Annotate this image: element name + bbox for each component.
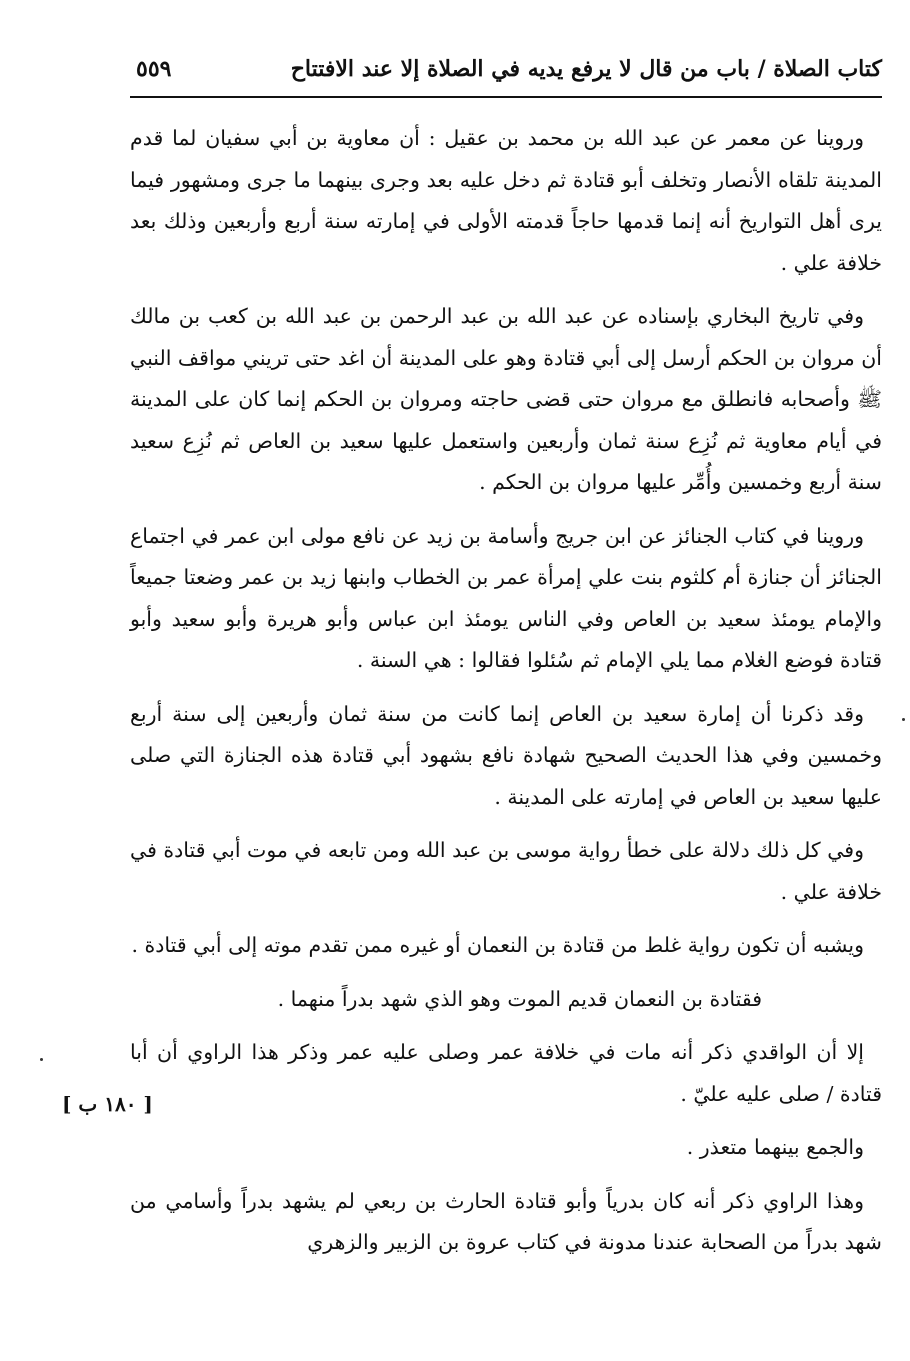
running-title: كتاب الصلاة / باب من قال لا يرفع يديه في الصلاة إلا عند الافتتاح (290, 56, 882, 82)
paragraph: وفي تاريخ البخاري بإسناده عن عبد الله بن عبد الرحمن بن عبد الله بن كعب بن مالك أن مروان بن الحكم أرسل إلى أبي قتادة وهو على المدينة أن اغد حتى تريني مواقف النبي ﷺ وأصحابه فانطلق مع مروان حتى قضى حاجته ومروان بن الحكم إنما كان على المدينة في أيام معاوية ثم نُزِع سنة ثمان وأربعين واستعمل عليها سعيد بن العاص ثم نُزِع سعيد سنة أربع وخمسين وأُمِّر عليها مروان بن الحكم . (130, 304, 882, 494)
scan-speck (902, 718, 905, 721)
paragraph: وقد ذكرنا أن إمارة سعيد بن العاص إنما كانت من سنة ثمان وأربعين إلى سنة أربع وخمسين وفي هذا الحديث الصحيح شهادة نافع بشهود أبي قتادة هذه الجنازة التي صلى عليها سعيد بن العاص في إمارته على المدينة . (130, 701, 882, 809)
page-number: ٥٥٩ (136, 56, 172, 82)
running-header (130, 52, 882, 98)
paragraph: ويشبه أن تكون رواية غلط من قتادة بن النعمان أو غيره ممن تقدم موته إلى أبي قتادة . (131, 933, 864, 957)
paragraph: وروينا عن معمر عن عبد الله بن محمد بن عقيل : أن معاوية بن أبي سفيان لما قدم المدينة تلقاه الأنصار وتخلف أبو قتادة ثم دخل عليه بعد وجرى بينهما ما جرى ومشهور فيما يرى أهل التواريخ أنه إنما قدمها حاجاً قدمته الأولى في إمارته سنة أربع وأربعين وذلك بعد خلافة علي . (130, 126, 882, 275)
paragraph: وفي كل ذلك دلالة على خطأ رواية موسى بن عبد الله ومن تابعه في موت أبي قتادة في خلافة علي . (130, 838, 882, 904)
paragraph: وروينا في كتاب الجنائز عن ابن جريج وأسامة بن زيد عن نافع مولى ابن عمر في اجتماع الجنائز أن جنازة أم كلثوم بنت علي إمرأة عمر بن الخطاب وابنها زيد بن عمر وضعتا جميعاً والإمام يومئذ سعيد بن العاص وفي الناس يومئذ ابن عباس وأبو هريرة وأبو سعيد وأبو قتادة فوضع الغلام مما يلي الإمام ثم سُئلوا فقالوا : هي السنة . (130, 523, 882, 672)
paragraph: فقتادة بن النعمان قديم الموت وهو الذي شهد بدراً منهما . (277, 986, 762, 1011)
paragraph: وهذا الراوي ذكر أنه كان بدرياً وأبو قتادة الحارث بن ربعي لم يشهد بدراً وأسامي من شهد بدراً من الصحابة عندنا مدونة في كتاب عروة بن الزبير والزهري (130, 1188, 882, 1254)
paragraph: إلا أن الواقدي ذكر أنه مات في خلافة عمر وصلى عليه عمر وذكر هذا الراوي أن أبا قتادة / صلى عليه عليّ . (130, 1040, 882, 1106)
scan-speck (40, 1058, 43, 1061)
folio-marker: [ ١٨٠ ب ] (62, 1092, 153, 1116)
page-body (130, 118, 882, 1276)
paragraph: والجمع بينهما متعذر . (686, 1135, 864, 1159)
